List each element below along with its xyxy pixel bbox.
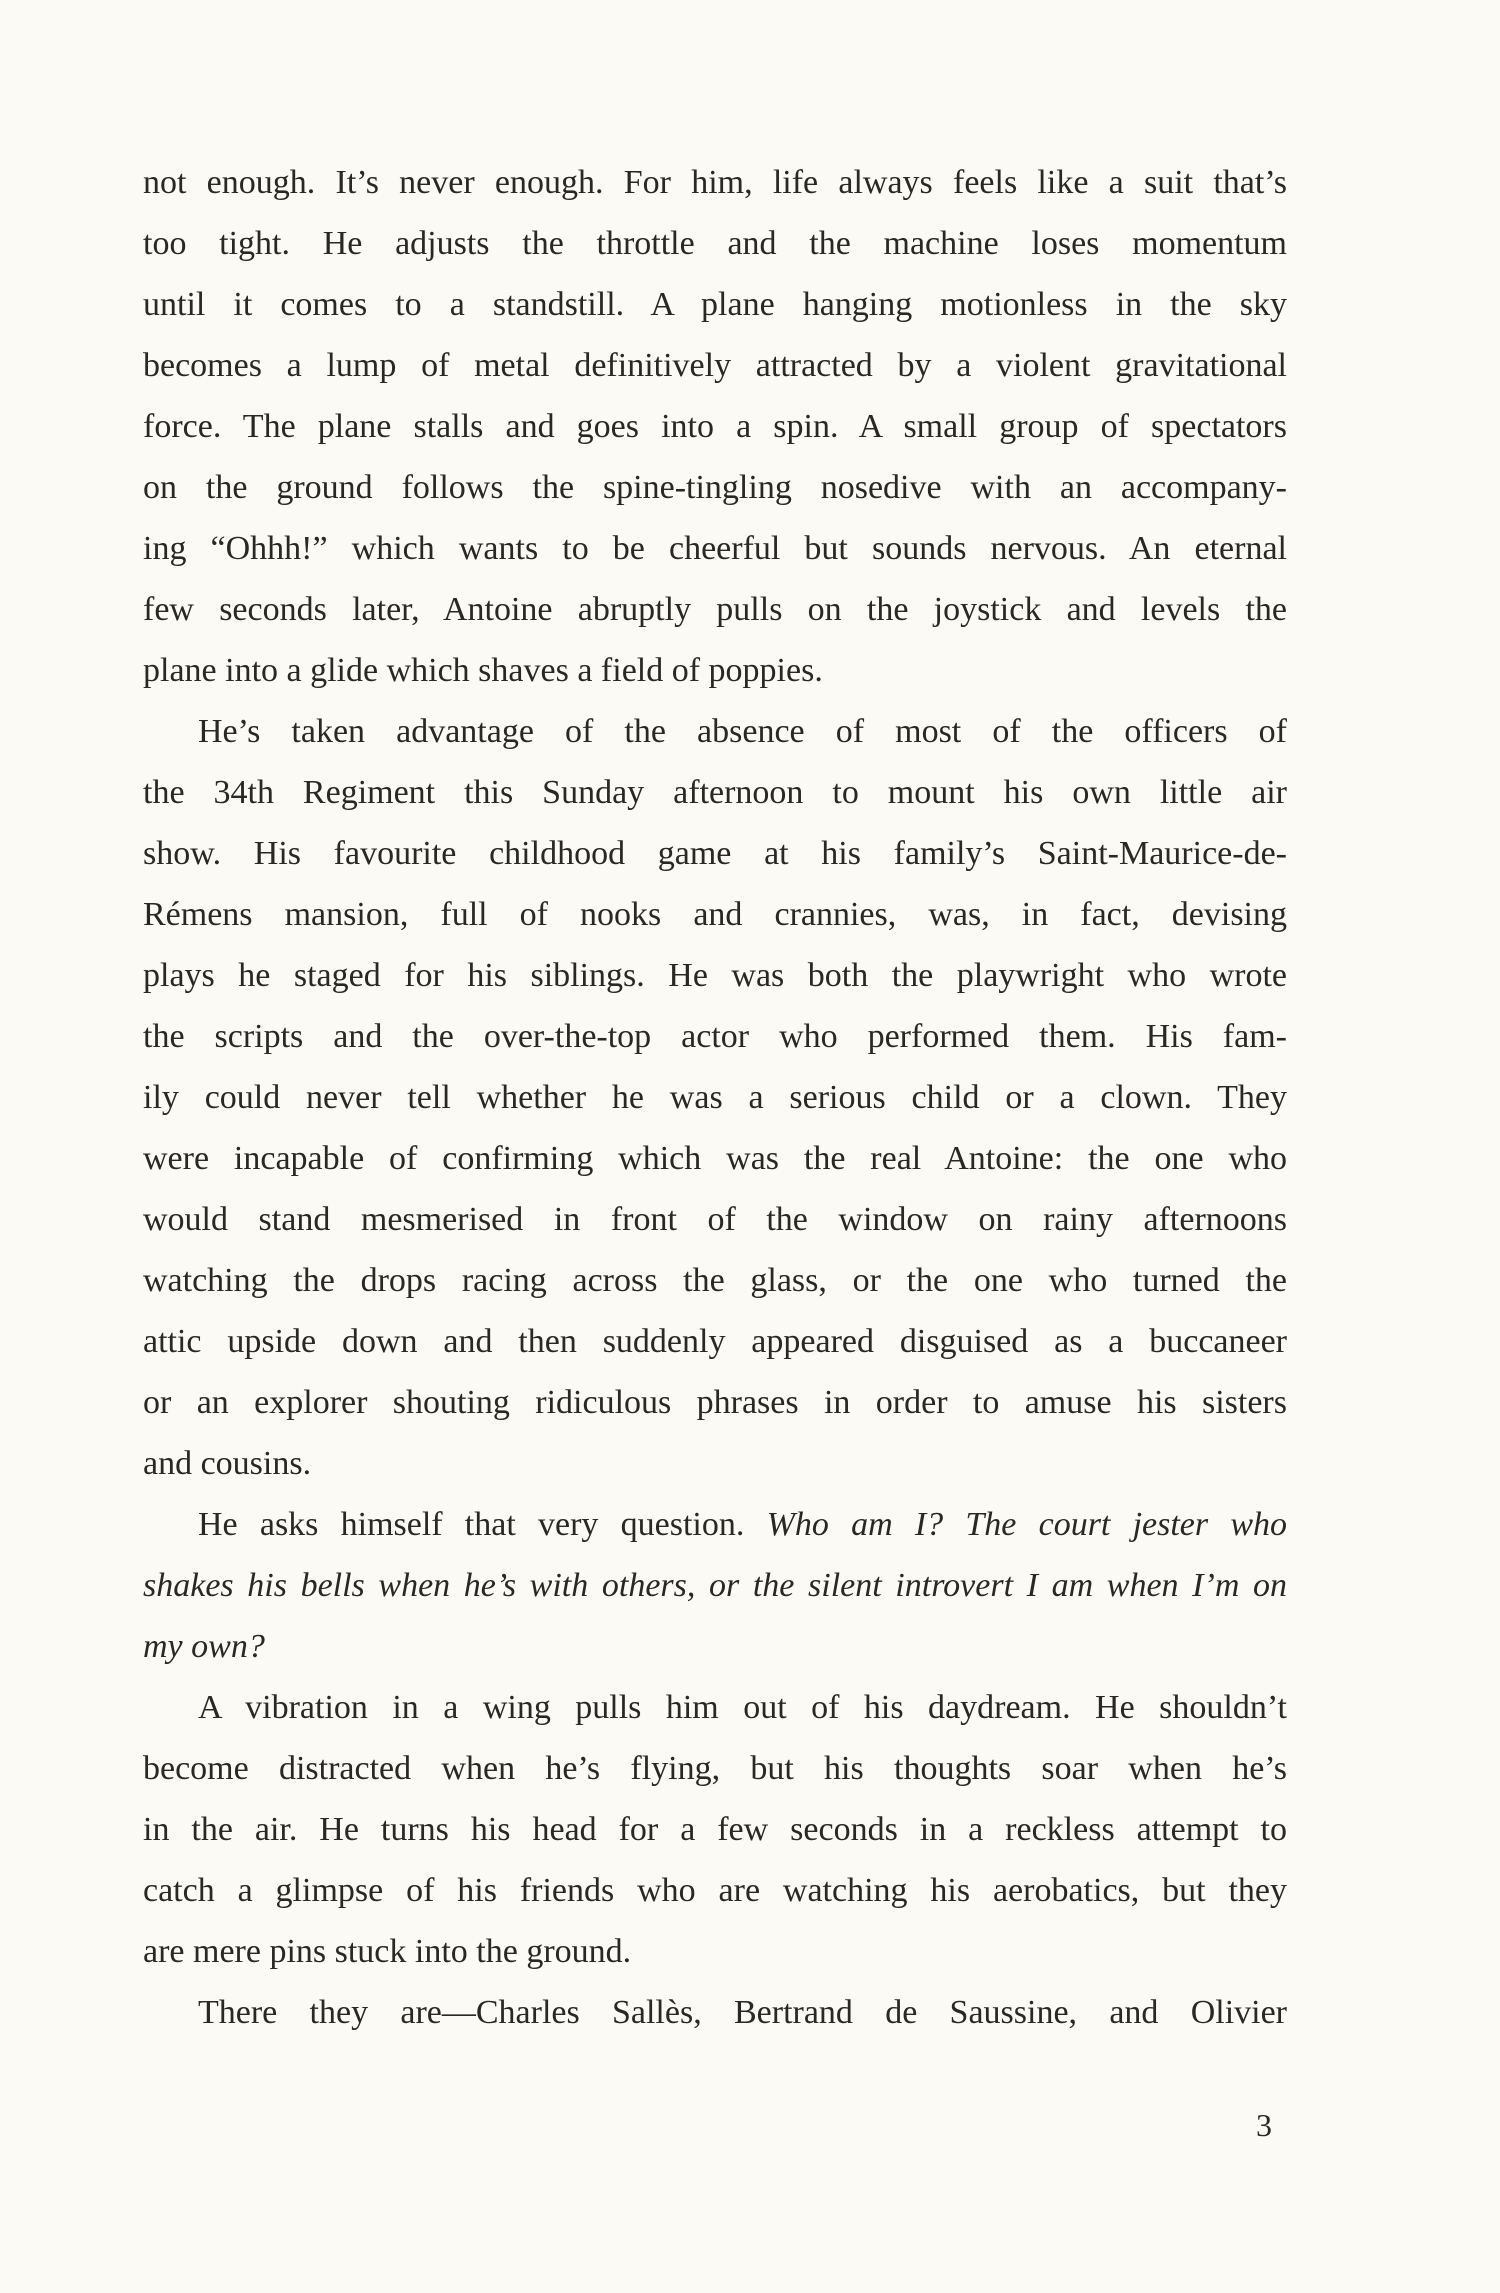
text-line: in the air. He turns his head for a few seconds in a reckless attempt to xyxy=(143,1811,1287,1848)
text-line: becomes a lump of metal definitively attracted by a violent gravitational xyxy=(143,347,1287,384)
text-line: not enough. It’s never enough. For him, life always feels like a suit that’s xyxy=(143,164,1287,201)
italic-text: shakes his bells when he’s with others, or the silent introvert I am when I’m on xyxy=(143,1567,1287,1604)
text-line: too tight. He adjusts the throttle and the machine loses momentum xyxy=(143,225,1287,262)
text-line: ing “Ohhh!” which wants to be cheerful but sounds nervous. An eternal xyxy=(143,530,1287,567)
text-line: are mere pins stuck into the ground. xyxy=(143,1933,632,1970)
text-line: plane into a glide which shaves a field of poppies. xyxy=(143,652,823,689)
text-line: and cousins. xyxy=(143,1445,312,1482)
text-line: A vibration in a wing pulls him out of his daydream. He shouldn’t xyxy=(198,1689,1287,1726)
text-line: were incapable of confirming which was the real Antoine: the one who xyxy=(143,1140,1287,1177)
text-line: Rémens mansion, full of nooks and crannies, was, in fact, devising xyxy=(143,896,1287,933)
page-number: 3 xyxy=(1256,2107,1272,2143)
text-line: watching the drops racing across the glass, or the one who turned the xyxy=(143,1262,1287,1299)
text-line: would stand mesmerised in front of the window on rainy afternoons xyxy=(143,1201,1287,1238)
paragraph xyxy=(143,152,1287,701)
body-text xyxy=(143,152,1287,2043)
text-line: show. His favourite childhood game at his family’s Saint-Maurice-de- xyxy=(143,835,1287,872)
text-line: the 34th Regiment this Sunday afternoon to mount his own little air xyxy=(143,774,1287,811)
paragraph xyxy=(143,1494,1287,1677)
text-line: force. The plane stalls and goes into a spin. A small group of spectators xyxy=(143,408,1287,445)
text-line: attic upside down and then suddenly appeared disguised as a buccaneer xyxy=(143,1323,1287,1360)
text-line xyxy=(143,1494,1287,1555)
text-line xyxy=(143,1616,1287,1677)
text-line: few seconds later, Antoine abruptly pulls on the joystick and levels the xyxy=(143,591,1287,628)
text-line: become distracted when he’s flying, but his thoughts soar when he’s xyxy=(143,1750,1287,1787)
paragraph xyxy=(143,1982,1287,2043)
text-line: ily could never tell whether he was a serious child or a clown. They xyxy=(143,1079,1287,1116)
text-segment: He asks himself that very question. xyxy=(198,1506,767,1543)
text-line: until it comes to a standstill. A plane hanging motionless in the sky xyxy=(143,286,1287,323)
text-line: on the ground follows the spine-tingling nosedive with an accompany- xyxy=(143,469,1287,506)
italic-text: my own? xyxy=(143,1628,265,1665)
paragraph xyxy=(143,1677,1287,1982)
text-line xyxy=(143,1555,1287,1616)
text-line: catch a glimpse of his friends who are watching his aerobatics, but they xyxy=(143,1872,1287,1909)
text-line: There they are—Charles Sallès, Bertrand de Saussine, and Olivier xyxy=(198,1994,1287,2031)
italic-text: Who am I? The court jester who xyxy=(766,1506,1288,1543)
text-line: He’s taken advantage of the absence of most of the officers of xyxy=(198,713,1287,750)
text-line: plays he staged for his siblings. He was both the playwright who wrote xyxy=(143,957,1287,994)
text-line: or an explorer shouting ridiculous phrases in order to amuse his sisters xyxy=(143,1384,1287,1421)
text-line: the scripts and the over-the-top actor who performed them. His fam- xyxy=(143,1018,1287,1055)
paragraph xyxy=(143,701,1287,1494)
